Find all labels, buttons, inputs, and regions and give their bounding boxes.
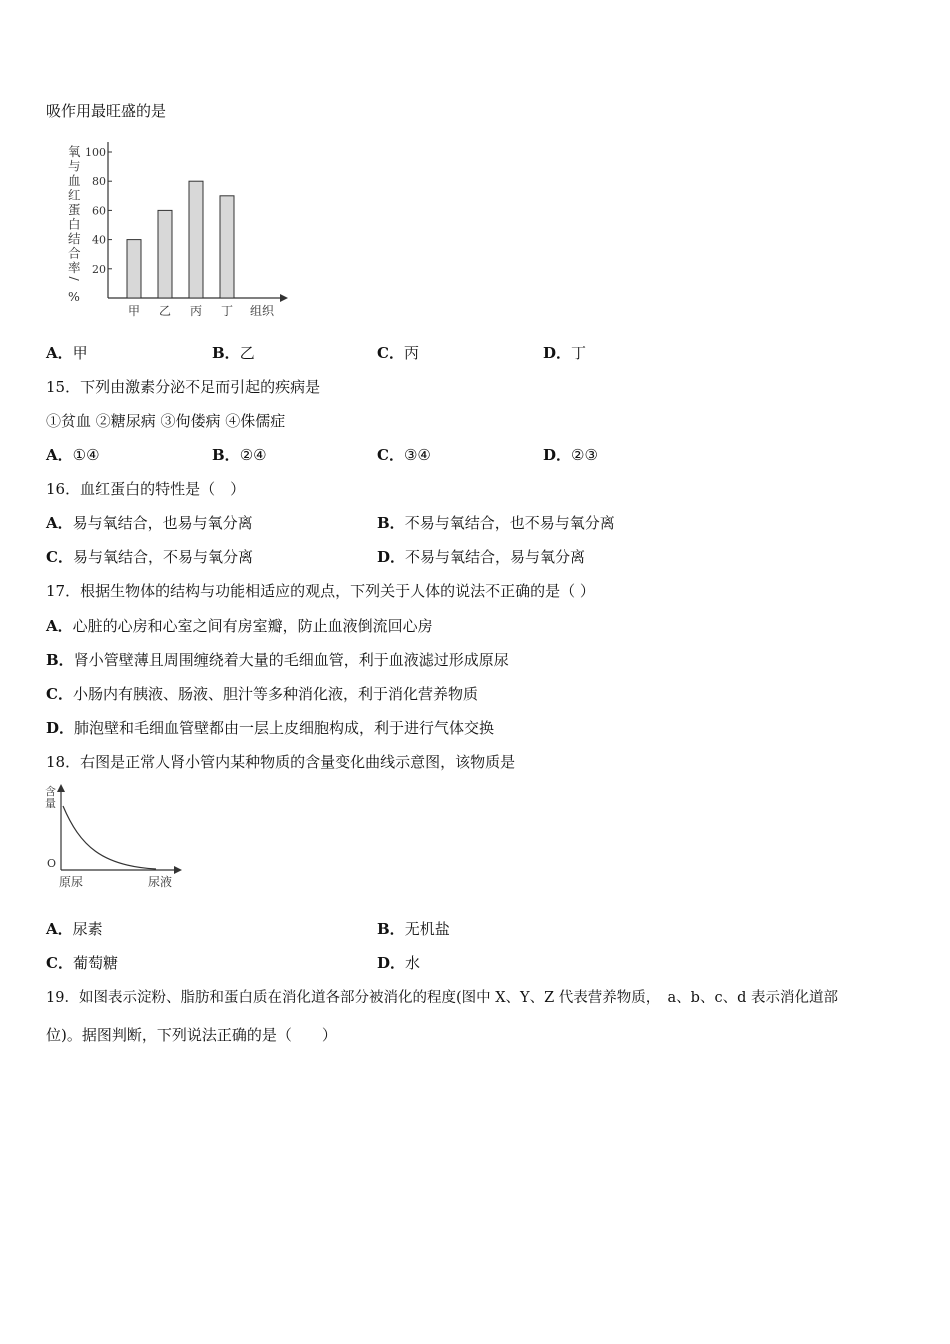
chart-xlabel: 组织 — [250, 304, 275, 318]
chart-ylabel-char: 蛋 — [68, 202, 81, 217]
q16-option-d[interactable] — [377, 547, 585, 567]
option-text: 甲 — [72, 344, 88, 362]
option-label: A． — [46, 344, 73, 362]
q15-stem: 15．下列由激素分泌不足而引起的疾病是 — [46, 378, 321, 396]
chart-ytick-label: 60 — [92, 204, 106, 218]
chart-ylabel-char: / — [67, 276, 82, 281]
chart-x-axis-arrow — [280, 294, 288, 302]
chart-ylabel-char: % — [68, 289, 80, 304]
option-label: C． — [46, 685, 73, 703]
chart-ylabel-char: 合 — [68, 245, 81, 261]
option-label: C． — [377, 344, 404, 362]
chart-bar-丙 — [189, 181, 203, 298]
option-text: ①④ — [72, 446, 100, 464]
q14-option-a[interactable] — [46, 343, 88, 363]
chart-ylabel-char: 结 — [68, 231, 81, 246]
figure-curve — [63, 806, 156, 869]
q18-option-a[interactable] — [46, 919, 103, 939]
option-text: 易与氧结合，也易与氧分离 — [72, 514, 253, 532]
option-label: D． — [377, 954, 406, 972]
chart-bar-甲 — [127, 240, 141, 298]
q14-option-c[interactable] — [377, 343, 419, 363]
option-label: D． — [543, 446, 572, 464]
option-text: 尿素 — [72, 920, 103, 938]
option-text: ②③ — [571, 446, 598, 464]
figure-x-end: 尿液 — [148, 875, 173, 889]
option-label: C． — [377, 446, 404, 464]
option-label: C． — [46, 548, 73, 566]
q16-stem: 16．血红蛋白的特性是（ ） — [46, 480, 246, 498]
option-text: 易与氧结合，不易与氧分离 — [72, 548, 253, 566]
option-text: 不易与氧结合，易与氧分离 — [405, 548, 586, 566]
option-text: ②④ — [239, 446, 267, 464]
chart-ylabel-char: 白 — [68, 216, 81, 232]
option-text: 葡萄糖 — [72, 954, 118, 972]
option-label: A． — [46, 617, 73, 635]
chart-ytick-label: 40 — [92, 233, 106, 247]
q19-stem-line-1: 19．如图表示淀粉、脂肪和蛋白质在消化道各部分被消化的程度(图中 X、Y、Z 代表营养物质， a、b、c、d 表示消化道部 — [46, 990, 838, 1006]
q17-option-b[interactable] — [46, 650, 509, 670]
q17-option-a[interactable] — [46, 616, 433, 636]
option-label: A． — [46, 920, 73, 938]
q15-option-a[interactable] — [46, 445, 100, 465]
chart-ylabel — [67, 144, 82, 304]
chart-bar-乙 — [158, 210, 172, 298]
q17-option-c[interactable] — [46, 684, 478, 704]
concentration-curve-figure — [44, 784, 190, 892]
q18-option-d[interactable] — [377, 953, 420, 973]
chart-xtick-label: 丁 — [220, 304, 234, 318]
option-label: B． — [377, 514, 405, 532]
q18-stem: 18．右图是正常人肾小管内某种物质的含量变化曲线示意图，该物质是 — [46, 753, 516, 771]
option-text: ③④ — [403, 446, 431, 464]
option-text: 肺泡壁和毛细血管壁都由一层上皮细胞构成，利于进行气体交换 — [74, 719, 495, 737]
option-label: A． — [46, 446, 73, 464]
option-label: D． — [46, 719, 75, 737]
chart-bar-丁 — [220, 196, 234, 298]
oxygen-binding-bar-chart — [58, 132, 290, 324]
option-label: D． — [543, 344, 572, 362]
q17-option-d[interactable] — [46, 718, 494, 738]
q16-option-a[interactable] — [46, 513, 253, 533]
q15-items: ①贫血 ②糖尿病 ③佝偻病 ④侏儒症 — [46, 412, 286, 430]
chart-ylabel-char: 率 — [68, 260, 81, 275]
figure-x-start: 原尿 — [59, 875, 84, 889]
chart-ylabel-char: 血 — [68, 173, 81, 188]
option-label: D． — [377, 548, 406, 566]
q15-option-d[interactable] — [543, 445, 598, 465]
chart-ylabel-char: 与 — [68, 158, 81, 174]
chart-ytick-label: 80 — [92, 175, 106, 189]
chart-ylabel-char: 氧 — [68, 144, 81, 159]
option-text: 肾小管壁薄且周围缠绕着大量的毛细血管，利于血液滤过形成原尿 — [73, 651, 509, 669]
question-stem-continuation: 吸作用最旺盛的是 — [46, 102, 167, 120]
figure-origin: O — [47, 857, 57, 870]
option-text: 不易与氧结合，也不易与氧分离 — [404, 514, 615, 532]
q19-stem-line-2: 位)。据图判断，下列说法正确的是（ ） — [46, 1026, 337, 1044]
chart-xtick-label: 丙 — [189, 304, 203, 318]
q16-option-c[interactable] — [46, 547, 253, 567]
option-text: 水 — [405, 954, 421, 972]
q15-option-b[interactable] — [212, 445, 267, 465]
option-label: B． — [46, 651, 74, 669]
figure-ylabel-char-1: 含 — [45, 785, 56, 798]
q18-option-c[interactable] — [46, 953, 118, 973]
figure-y-axis-arrow — [57, 784, 65, 792]
option-text: 心脏的心房和心室之间有房室瓣，防止血液倒流回心房 — [72, 617, 433, 635]
option-text: 小肠内有胰液、肠液、胆汁等多种消化液，利于消化营养物质 — [72, 685, 478, 703]
option-text: 乙 — [239, 344, 255, 362]
option-label: A． — [46, 514, 73, 532]
option-label: B． — [212, 344, 240, 362]
option-text: 无机盐 — [404, 920, 450, 938]
q18-option-b[interactable] — [377, 919, 450, 939]
option-label: C． — [46, 954, 73, 972]
chart-ytick-label: 20 — [92, 262, 106, 276]
chart-ytick-label: 100 — [85, 146, 106, 159]
figure-x-axis-arrow — [174, 866, 182, 874]
option-label: B． — [212, 446, 240, 464]
option-text: 丙 — [403, 344, 419, 362]
option-text: 丁 — [571, 344, 587, 362]
q15-option-c[interactable] — [377, 445, 431, 465]
q14-option-b[interactable] — [212, 343, 255, 363]
chart-ylabel-char: 红 — [68, 187, 81, 203]
chart-xtick-label: 甲 — [127, 304, 141, 318]
q14-option-d[interactable] — [543, 343, 586, 363]
figure-ylabel-char-2: 量 — [45, 797, 56, 810]
option-label: B． — [377, 920, 405, 938]
q17-stem: 17．根据生物体的结构与功能相适应的观点，下列关于人体的说法不正确的是（ ） — [46, 582, 595, 600]
q16-option-b[interactable] — [377, 513, 615, 533]
chart-xtick-label: 乙 — [158, 304, 172, 318]
